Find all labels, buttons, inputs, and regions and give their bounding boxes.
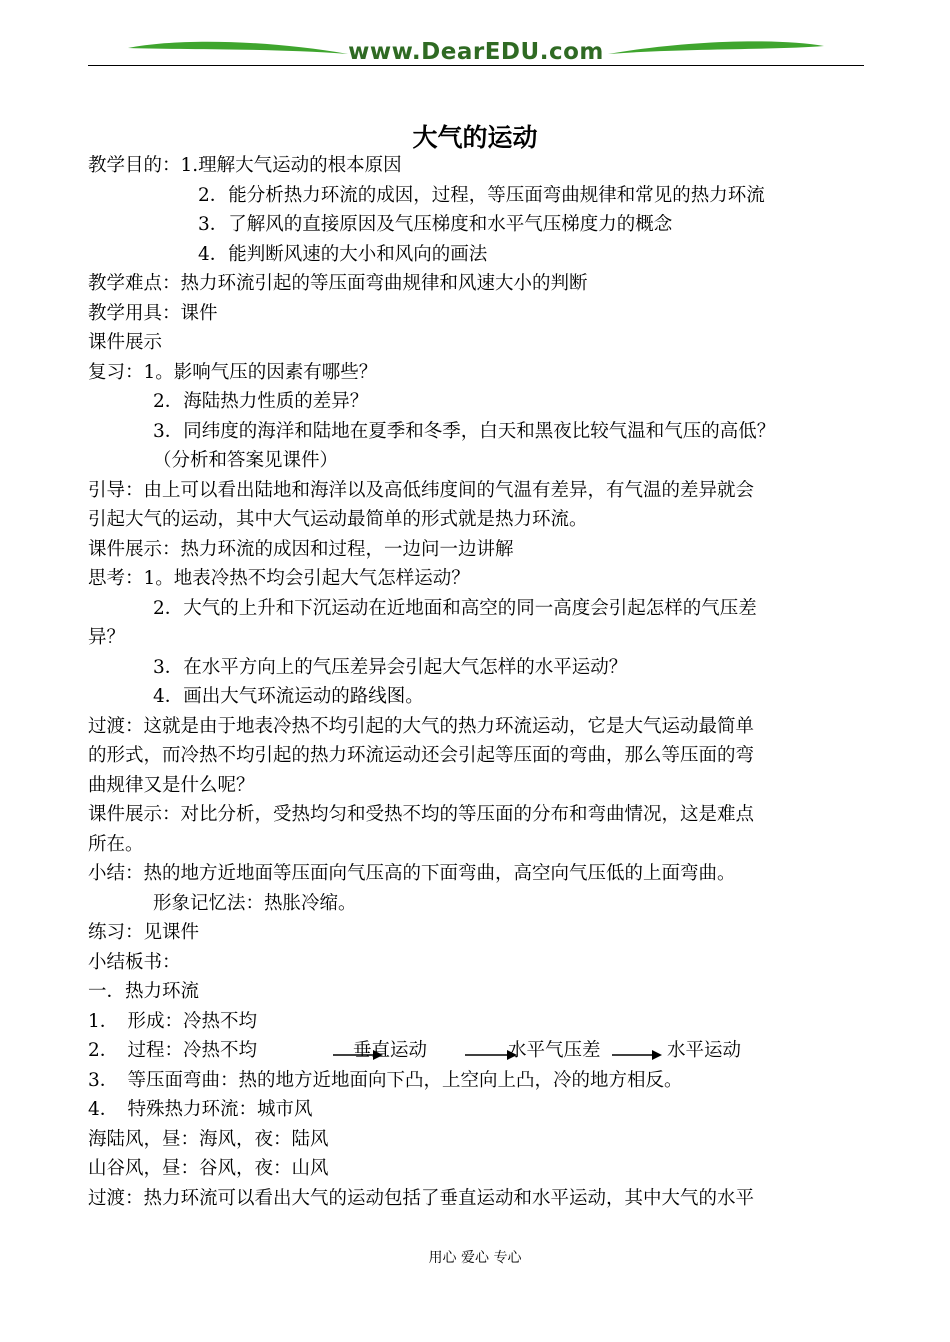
flow-step-horizontal: 水平运动 [667,1040,742,1061]
text-line: 复习：1。影响气压的因素有哪些？ [88,362,378,383]
text-line: 所在。 [88,834,144,855]
text-line: 小结板书： [88,952,181,973]
text-line: 山谷风，昼：谷风，夜：山风 [88,1158,329,1179]
flow-step-pressure: 水平气压差 [508,1040,601,1061]
text-line: 课件展示：对比分析，受热均匀和受热不均的等压面的分布和弯曲情况，这是难点 [88,804,755,825]
page-footer: 用心 爱心 专心 [428,1250,522,1266]
text-line: 一．热力环流 [88,981,200,1002]
text-line: 异？ [88,627,126,648]
text-line: 3．了解风的直接原因及气压梯度和水平气压梯度力的概念 [198,214,673,235]
text-line: 海陆风，昼：海风，夜：陆风 [88,1129,329,1150]
text-line: 4． 特殊热力环流：城市风 [88,1099,313,1120]
text-line: 曲规律又是什么呢？ [88,775,255,796]
text-line: 教学目的：1.理解大气运动的根本原因 [88,155,402,176]
text-line: 小结：热的地方近地面等压面向气压高的下面弯曲，高空向气压低的上面弯曲。 [88,863,736,884]
text-line: 过渡：这就是由于地表冷热不均引起的大气的热力环流运动，它是大气运动最简单 [88,716,755,737]
arrow-right-icon [612,1049,662,1061]
text-line: 教学难点：热力环流引起的等压面弯曲规律和风速大小的判断 [88,273,588,294]
flow-step-vertical: 垂直运动 [353,1040,428,1061]
text-line: 3．同纬度的海洋和陆地在夏季和冬季，白天和黑夜比较气温和气压的高低？ [153,421,776,442]
text-line: 1． 形成：冷热不均 [88,1011,258,1032]
text-line: 形象记忆法：热胀冷缩。 [153,893,357,914]
text-line: 练习：见课件 [88,922,200,943]
text-line: 4．画出大气环流运动的路线图。 [153,686,424,707]
text-line: 2．大气的上升和下沉运动在近地面和高空的同一高度会引起怎样的气压差 [153,598,757,619]
text-line: 引导：由上可以看出陆地和海洋以及高低纬度间的气温有差异，有气温的差异就会 [88,480,755,501]
text-line: 3．在水平方向上的气压差异会引起大气怎样的水平运动？ [153,657,628,678]
header-divider [88,65,864,66]
document-title: 大气的运动 [412,123,538,152]
text-line: 4．能判断风速的大小和风向的画法 [198,244,488,265]
site-logo-text: www.DearEDU.com [348,39,604,65]
flow-label: 2． 过程：冷热不均 [88,1040,258,1061]
text-line: 2．能分析热力环流的成因，过程，等压面弯曲规律和常见的热力环流 [198,185,765,206]
text-line: 教学用具：课件 [88,303,218,324]
text-line: 课件展示 [88,332,163,353]
text-line: 课件展示：热力环流的成因和过程，一边问一边讲解 [88,539,514,560]
text-line: 2．海陆热力性质的差异？ [153,391,369,412]
text-line: 过渡：热力环流可以看出大气的运动包括了垂直运动和水平运动，其中大气的水平 [88,1188,755,1209]
text-line: 3． 等压面弯曲：热的地方近地面向下凸，上空向上凸，冷的地方相反。 [88,1070,683,1091]
text-line: 的形式，而冷热不均引起的热力环流运动还会引起等压面的弯曲，那么等压面的弯 [88,745,755,766]
text-line: （分析和答案见课件） [153,450,339,471]
text-line: 引起大气的运动，其中大气运动最简单的形式就是热力环流。 [88,509,588,530]
text-line: 思考：1。地表冷热不均会引起大气怎样运动？ [88,568,470,589]
